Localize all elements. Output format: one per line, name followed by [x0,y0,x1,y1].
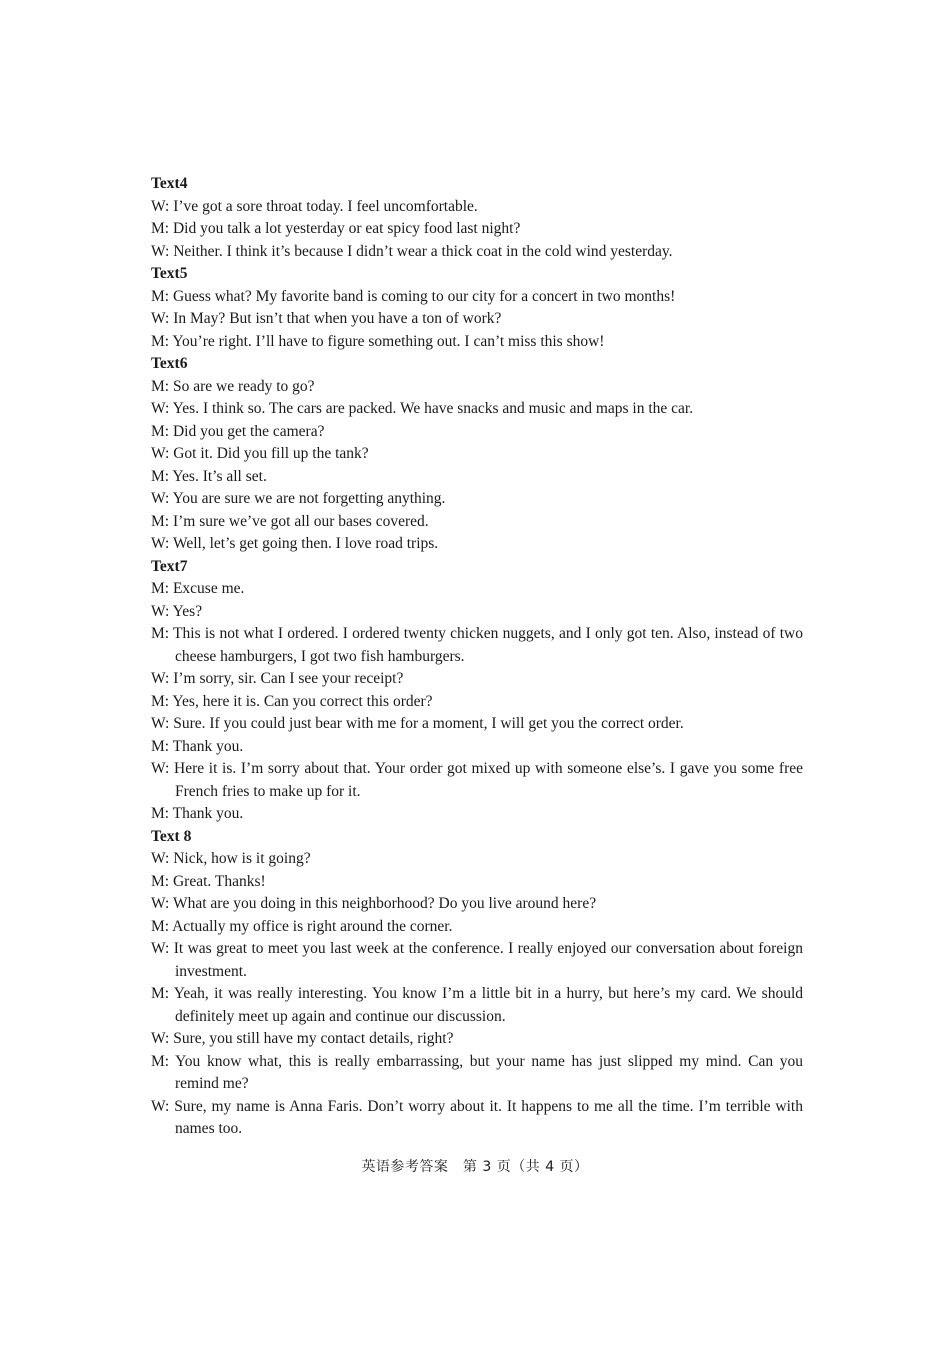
dialogue-line: W: You are sure we are not forgetting anything. [151,490,446,507]
dialogue-line: M: So are we ready to go? [151,377,315,395]
dialogue-line: W: It was great to meet you last week at the conference. I really enjoyed our conversation about foreign investment. [151,940,803,980]
dialogue-line: W: Got it. Did you fill up the tank? [151,445,369,462]
dialogue-line: W: Sure, you still have my contact details, right? [151,1030,454,1047]
dialogue-line: M: Thank you. [151,805,244,822]
section-text6 [151,353,803,556]
dialogue-line: W: Nick, how is it going? [151,850,311,867]
dialogue-line: M: Excuse me. [151,580,245,597]
section-text8 [151,826,803,1141]
section-heading: Text 8 [151,827,192,845]
dialogue-line: M: Thank you. [151,737,244,755]
dialogue-line: W: Sure, my name is Anna Faris. Don’t worry about it. It happens to me all the time. I’m terrible with names too. [151,1097,803,1137]
dialogue-line: M: Guess what? My favorite band is coming to our city for a concert in two months! [151,287,676,305]
dialogue-line: M: This is not what I ordered. I ordered twenty chicken nuggets, and I only got ten. Also, instead of two cheese hamburgers, I got two fish hamburgers. [151,625,803,665]
dialogue-line: M: Yes. It’s all set. [151,467,267,485]
page-footer: 英语参考答案 第 3 页（共 4 页） [361,1159,589,1175]
dialogue-line: W: I’m sorry, sir. Can I see your receipt? [151,670,404,687]
section-heading: Text6 [151,355,188,372]
dialogue-line: M: I’m sure we’ve got all our bases covered. [151,512,429,530]
dialogue-line: W: Sure. If you could just bear with me for a moment, I will get you the correct order. [151,715,684,732]
document-body [151,173,803,1141]
dialogue-line: W: Yes. I think so. The cars are packed. We have snacks and music and maps in the car. [151,400,694,417]
dialogue-line: W: I’ve got a sore throat today. I feel uncomfortable. [151,197,478,215]
section-heading: Text7 [151,557,188,575]
dialogue-line: W: What are you doing in this neighborhood? Do you live around here? [151,895,597,912]
dialogue-line: M: Did you get the camera? [151,422,325,440]
section-heading: Text5 [151,265,188,282]
dialogue-line: W: Neither. I think it’s because I didn’t wear a thick coat in the cold wind yesterday. [151,242,673,260]
dialogue-line: M: You’re right. I’ll have to figure something out. I can’t miss this show! [151,332,605,350]
dialogue-line: W: Yes? [151,602,203,620]
dialogue-line: W: Here it is. I’m sorry about that. Your order got mixed up with someone else’s. I gave you some free French fries to make up for it. [151,760,803,800]
section-text7 [151,556,803,826]
dialogue-line: M: You know what, this is really embarrassing, but your name has just slipped my mind. Can you remind me? [151,1052,803,1092]
dialogue-line: M: Yeah, it was really interesting. You know I’m a little bit in a hurry, but here’s my card. We should definitely meet up again and continue our discussion. [151,985,803,1025]
section-text5 [151,263,803,353]
dialogue-line: M: Yes, here it is. Can you correct this order? [151,692,433,710]
dialogue-line: M: Great. Thanks! [151,872,266,890]
dialogue-line: W: In May? But isn’t that when you have a ton of work? [151,310,502,327]
dialogue-line: M: Actually my office is right around the corner. [151,917,453,935]
dialogue-line: W: Well, let’s get going then. I love road trips. [151,535,439,552]
section-text4 [151,173,803,263]
dialogue-line: M: Did you talk a lot yesterday or eat spicy food last night? [151,220,521,237]
section-heading: Text4 [151,175,188,192]
